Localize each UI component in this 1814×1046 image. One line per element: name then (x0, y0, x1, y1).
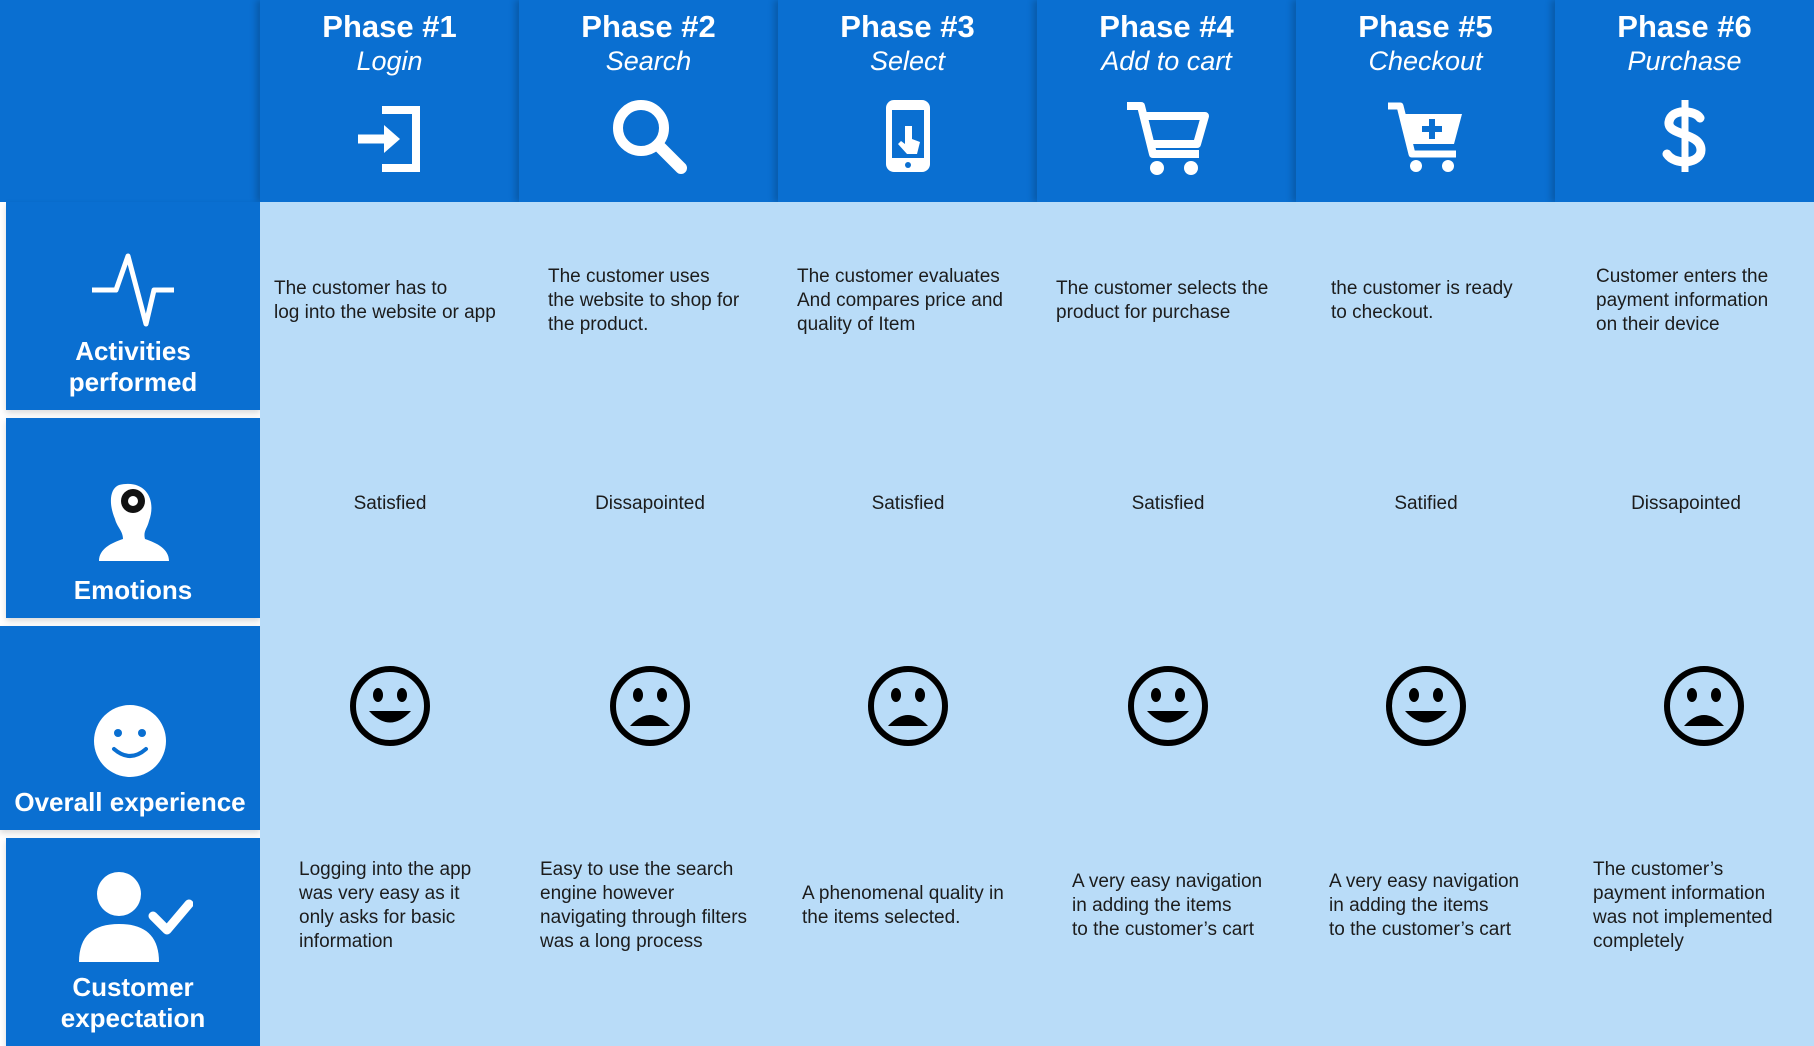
phase-subtitle: Add to cart (1101, 46, 1232, 76)
smiley-icon (90, 701, 170, 781)
sad-face-icon (866, 664, 950, 748)
activity-line: quality of Item (797, 314, 916, 335)
activity-line: payment information (1596, 290, 1769, 311)
login-icon (342, 88, 438, 184)
expectation-cell-5 (1329, 870, 1519, 942)
sad-face-icon (1662, 664, 1746, 748)
row-label-text: performed (68, 367, 198, 397)
row-label-text: Overall experience (14, 787, 246, 817)
activity-line: to checkout. (1331, 302, 1434, 323)
phase-header-5 (1296, 0, 1555, 202)
phase-title: Phase #5 (1358, 9, 1493, 44)
row-label-text: Emotions (73, 575, 193, 605)
expectation-line: was very easy as it (299, 883, 460, 904)
expectation-line: Easy to use the search (540, 859, 734, 880)
activity-cell-6 (1596, 265, 1768, 337)
dollar-icon (1637, 88, 1733, 184)
activity-line: product for purchase (1056, 302, 1231, 323)
expectation-line: was a long process (540, 931, 703, 952)
journey-content (260, 202, 1814, 1046)
expectation-line: completely (1593, 931, 1684, 952)
activity-line: The customer has to (274, 278, 448, 299)
row-label-text: Customer (72, 972, 194, 1002)
phase-title: Phase #6 (1617, 9, 1752, 44)
emotion-cell-4: Satisfied (1131, 493, 1205, 514)
activity-line: the product. (548, 314, 649, 335)
expectation-line: in adding the items (1072, 895, 1232, 916)
expectation-line: in adding the items (1329, 895, 1489, 916)
expectation-line: navigating through filters (540, 907, 748, 928)
expectation-line: information (299, 931, 393, 952)
activity-line: on their device (1596, 314, 1720, 335)
expectation-line: only asks for basic (299, 907, 456, 928)
phase-title: Phase #4 (1099, 9, 1234, 44)
cart-icon (1119, 88, 1215, 184)
phase-title: Phase #1 (322, 9, 457, 44)
row-label-expectation (6, 838, 260, 1046)
row-labels (0, 202, 260, 1046)
emotion-cell-5: Satified (1394, 493, 1458, 514)
expectation-cell-6 (1593, 858, 1773, 954)
expectation-cell-4 (1072, 870, 1262, 942)
expectation-cell-1 (299, 858, 471, 954)
phase-subtitle: Search (605, 46, 692, 76)
phase-subtitle: Checkout (1368, 46, 1483, 76)
expectation-line: to the customer’s cart (1072, 919, 1254, 940)
phase-title: Phase #3 (840, 9, 975, 44)
row-label-emotions (6, 418, 260, 618)
expectation-line: The customer’s (1593, 859, 1724, 880)
cart-plus-icon (1378, 88, 1474, 184)
activity-cell-5 (1331, 277, 1513, 325)
expectation-cell-2 (540, 858, 747, 954)
activity-line: the website to shop for (548, 290, 740, 311)
activity-line: The customer selects the (1056, 278, 1269, 299)
expectation-line: A very easy navigation (1329, 871, 1520, 892)
phase-header-2 (519, 0, 778, 202)
phase-header-4 (1037, 0, 1296, 202)
emotion-cell-6: Dissapointed (1631, 493, 1741, 514)
activity-cell-4 (1056, 277, 1268, 325)
phase-header-6 (1555, 0, 1814, 202)
activity-cell-2 (548, 265, 739, 337)
corner-cell (0, 0, 260, 202)
activity-line: The customer uses (548, 266, 710, 287)
expectation-line: A phenomenal quality in (802, 883, 1004, 904)
phase-header-3 (778, 0, 1037, 202)
expectation-line: A very easy navigation (1072, 871, 1263, 892)
expectation-line: Logging into the app (299, 859, 472, 880)
user-check-icon (73, 866, 193, 966)
phase-subtitle: Select (869, 46, 946, 76)
expectation-cell-3 (802, 882, 1004, 930)
row-label-text: expectation (60, 1003, 206, 1033)
pulse-icon (88, 250, 178, 330)
happy-face-icon (348, 664, 432, 748)
sad-face-icon (608, 664, 692, 748)
phase-title: Phase #2 (581, 9, 716, 44)
head-gear-icon (93, 479, 173, 569)
phase-subtitle: Purchase (1627, 46, 1742, 76)
activity-line: And compares price and (797, 290, 1003, 311)
emotion-cell-3: Satisfied (871, 493, 945, 514)
happy-face-icon (1126, 664, 1210, 748)
activity-line: The customer evaluates (797, 266, 1000, 287)
search-icon (601, 88, 697, 184)
activity-line: the customer is ready (1331, 278, 1513, 299)
row-label-activities (6, 202, 260, 410)
expectation-line: engine however (540, 883, 675, 904)
phase-header-1 (260, 0, 519, 202)
happy-face-icon (1384, 664, 1468, 748)
activity-line: Customer enters the (1596, 266, 1769, 287)
expectation-line: the items selected. (802, 907, 961, 928)
row-label-experience (0, 626, 260, 830)
expectation-line: to the customer’s cart (1329, 919, 1511, 940)
expectation-line: payment information (1593, 883, 1766, 904)
phase-subtitle: Login (356, 46, 423, 76)
activity-cell-1 (274, 277, 496, 325)
phone-tap-icon (860, 88, 956, 184)
activity-cell-3 (797, 265, 1003, 337)
row-label-text: Activities (75, 336, 191, 366)
emotion-cell-1: Satisfied (353, 493, 427, 514)
activity-line: log into the website or app (274, 302, 496, 323)
emotion-cell-2: Dissapointed (595, 493, 705, 514)
expectation-line: was not implemented (1593, 907, 1773, 928)
